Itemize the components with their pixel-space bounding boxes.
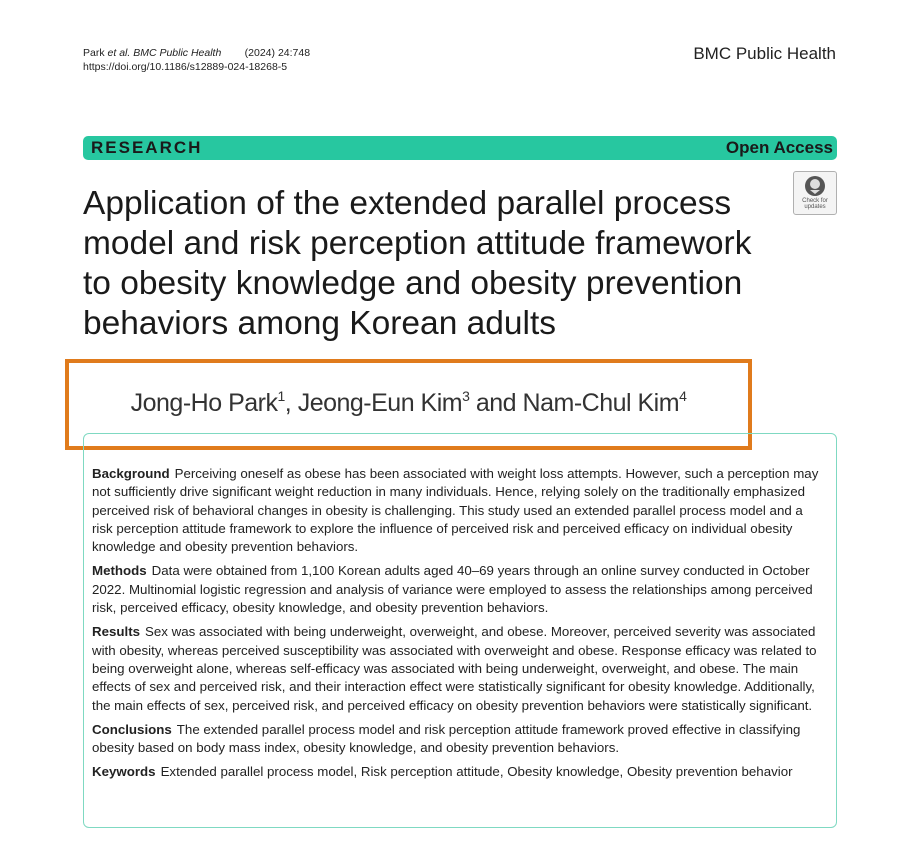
citation-year: (2024) 24:748 — [244, 47, 311, 59]
author-separator: , — [284, 389, 298, 417]
section-heading: Results — [92, 624, 141, 640]
author-name[interactable]: Nam-Chul Kim — [522, 389, 680, 417]
abstract-section-keywords — [92, 763, 827, 781]
article-type-bar — [83, 136, 837, 160]
open-access-label[interactable]: Open Access — [725, 138, 833, 157]
section-heading: Background — [92, 466, 170, 481]
author-name[interactable]: Jeong-Eun Kim — [297, 389, 463, 417]
doi-link[interactable]: https://doi.org/10.1186/s12889-024-18268-5 — [83, 61, 288, 73]
abstract-section-methods — [92, 562, 827, 617]
section-heading: Methods — [92, 563, 147, 579]
check-for-updates-button[interactable] — [793, 171, 837, 215]
badge-text-line2: updates — [804, 204, 826, 210]
section-text: Perceiving oneself as obese has been associated with weight loss attempts. However, such a perception may not sufficiently drive significant weight reduction in many individuals. Hence, relying solely on the traditionally emphasized perceived risk of behavioral changes in obesity is challenging. This study used an extended parallel process model and a risk perception attitude framework to explore the influence of perceived risk and perceived efficacy on individual obesity knowledge and obesity prevention behaviors. — [92, 466, 819, 555]
article-title: Application of the extended parallel process model and risk perception attitude framework to obesity knowledge and obesity prevention behaviors among Korean adults — [83, 185, 752, 342]
citation-line — [83, 46, 310, 60]
author-list — [69, 388, 748, 418]
section-text: Sex was associated with being underweight, overweight, and obese. Moreover, perceived severity was associated with obesity, whereas perceived susceptibility was associated with overweight and obese. Response efficacy was related to being overweight alone, whereas self-efficacy was associated with being underweight, overweight, and obese. The main effects of sex and perceived risk, and their interaction effect were statistically significant for obesity knowledge. Additionally, the main effects of sex, perceived risk, and perceived efficacy on obesity prevention behaviors were statistically significant. — [92, 624, 817, 713]
abstract-section-background — [92, 465, 827, 556]
affiliation-marker[interactable]: 3 — [462, 388, 470, 404]
section-text: The extended parallel process model and risk perception attitude framework proved effective in classifying obesity based on body mass index, obesity knowledge, and obesity prevention behaviors. — [92, 721, 801, 756]
article-type-label: RESEARCH — [91, 138, 203, 157]
abstract-section-results — [92, 623, 827, 714]
section-heading: Conclusions — [92, 721, 172, 737]
citation-journal: et al. BMC Public Health — [107, 47, 222, 59]
author-name[interactable]: Jong-Ho Park — [130, 389, 278, 417]
badge-text-line1: Check for — [802, 198, 828, 204]
check-for-updates-icon — [804, 175, 826, 197]
affiliation-marker[interactable]: 1 — [277, 388, 285, 404]
abstract-section-conclusions — [92, 721, 827, 758]
author-separator: and — [469, 389, 523, 417]
section-text: Data were obtained from 1,100 Korean adults aged 40–69 years through an online survey conducted in October 2022. Multinomial logistic regression and analysis of variance were employed to assess the relationships among perceived risk, perceived efficacy, obesity knowledge, and obesity prevention behaviors. — [92, 563, 813, 616]
section-text: Extended parallel process model, Risk perception attitude, Obesity knowledge, Obesity prevention behavior — [160, 764, 793, 780]
journal-name: BMC Public Health — [693, 44, 836, 63]
abstract-box — [83, 433, 837, 828]
citation-authors: Park — [83, 47, 108, 59]
abstract-content — [92, 465, 827, 788]
affiliation-marker[interactable]: 4 — [679, 388, 687, 404]
citation-block — [83, 46, 310, 74]
section-heading: Keywords — [92, 764, 156, 780]
